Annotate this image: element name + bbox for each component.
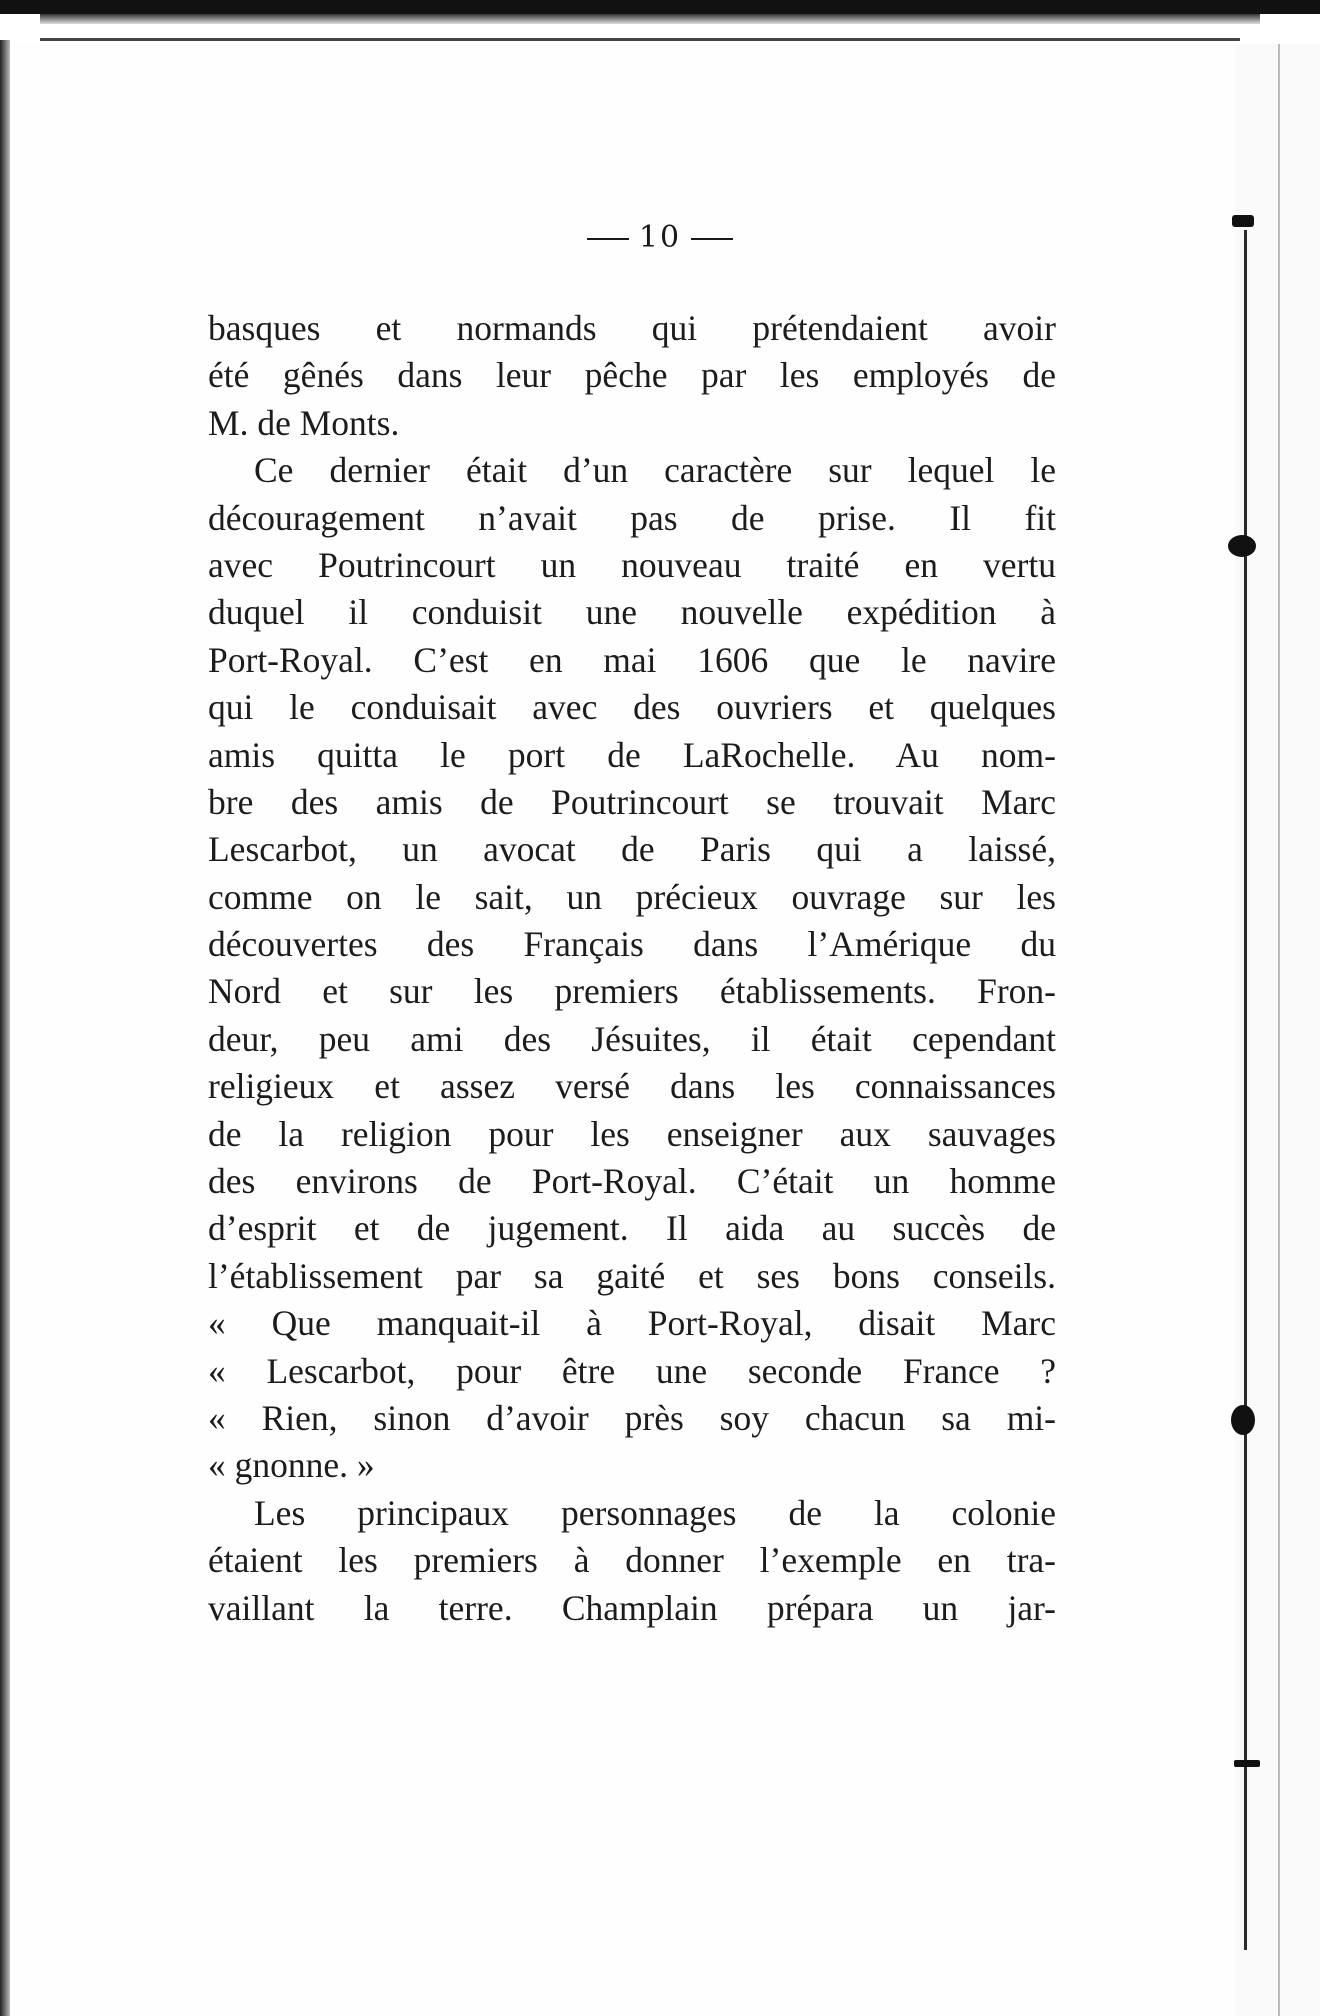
text-line: amis quitta le port de LaRochelle. Au nom- [208, 734, 1056, 775]
body-text [208, 305, 1056, 1632]
text-line: Nord et sur les premiers établissements. Fron- [208, 971, 1056, 1012]
text-line: duquel il conduisit une nouvelle expédition à [208, 592, 1056, 633]
text-line: d’esprit et de jugement. Il aida au succès de [208, 1208, 1056, 1249]
text-line: « Que manquait-il à Port-Royal, disait Marc [208, 1303, 1056, 1344]
binding-line [1244, 230, 1247, 1950]
text-line: M. de Monts. [208, 402, 400, 443]
page-header [0, 220, 1320, 255]
text-line: Port-Royal. C’est en mai 1606 que le navire [208, 639, 1056, 680]
text-line: avec Poutrincourt un nouveau traité en vertu [208, 544, 1056, 585]
scan-top-edge [0, 0, 1320, 14]
scan-left-edge [0, 40, 10, 2016]
text-line: découvertes des Français dans l’Amérique du [208, 924, 1056, 965]
text-line: des environs de Port-Royal. C’était un homme [208, 1161, 1056, 1202]
scan-top-shadow [40, 14, 1260, 24]
text-line: vaillant la terre. Champlain prépara un jar- [208, 1587, 1056, 1628]
text-line: Lescarbot, un avocat de Paris qui a laissé, [208, 829, 1056, 870]
text-line: été gênés dans leur pêche par les employés de [208, 355, 1056, 396]
text-line: l’établissement par sa gaité et ses bons conseils. [208, 1255, 1056, 1296]
text-line: « Lescarbot, pour être une seconde France ? [208, 1350, 1056, 1391]
text-line: Ce dernier était d’un caractère sur lequel le [254, 450, 1056, 491]
binding-edge [1278, 44, 1280, 2016]
text-line: qui le conduisait avec des ouvriers et quelques [208, 687, 1056, 728]
text-line: de la religion pour les enseigner aux sauvages [208, 1113, 1056, 1154]
text-line: religieux et assez versé dans les connaissances [208, 1066, 1056, 1107]
text-line: deur, peu ami des Jésuites, il était cependant [208, 1018, 1056, 1059]
header-dash-left [587, 238, 629, 240]
text-line: étaient les premiers à donner l’exemple en tra- [208, 1540, 1056, 1581]
binding-mark [1231, 1405, 1255, 1435]
text-line: Les principaux personnages de la colonie [254, 1492, 1056, 1533]
header-dash-right [691, 238, 733, 240]
binding-mark [1228, 535, 1256, 557]
text-line: comme on le sait, un précieux ouvrage sur les [208, 876, 1056, 917]
text-line: découragement n’avait pas de prise. Il fit [208, 497, 1056, 538]
text-line: bre des amis de Poutrincourt se trouvait Marc [208, 781, 1056, 822]
page-top-rule [40, 38, 1240, 41]
binding-mark [1234, 1760, 1260, 1767]
page-number: 10 [638, 220, 682, 255]
text-line: basques et normands qui prétendaient avoir [208, 308, 1056, 348]
text-line: « Rien, sinon d’avoir près soy chacun sa mi- [208, 1397, 1056, 1438]
text-line: « gnonne. » [208, 1445, 375, 1486]
